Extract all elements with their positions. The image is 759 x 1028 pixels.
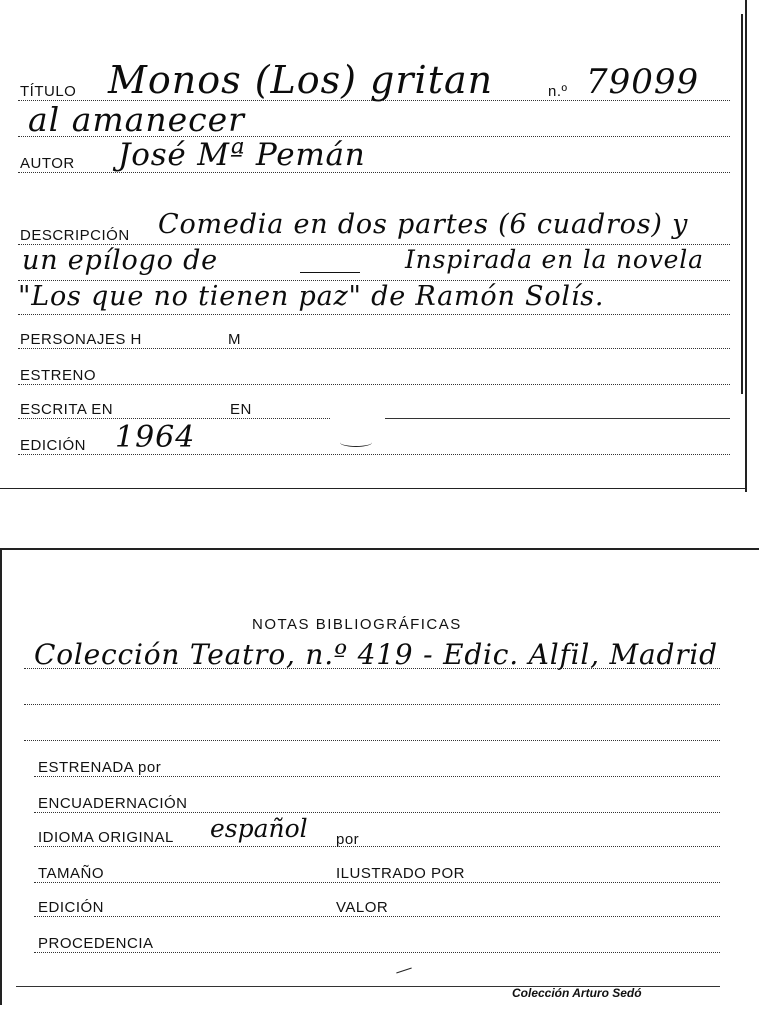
- autor-value: José Mª Pemán: [118, 137, 366, 173]
- titulo-cont-value: al amanecer: [28, 100, 245, 139]
- procedencia-label: PROCEDENCIA: [38, 935, 154, 952]
- encuadernacion-rule: [34, 812, 720, 813]
- procedencia-rule: [34, 952, 720, 953]
- escrita-label: ESCRITA EN: [20, 401, 114, 418]
- pencil-tick: [396, 968, 412, 974]
- descripcion-line-3: "Los que no tienen paz" de Ramón Solís.: [18, 281, 605, 312]
- edicion-back-label: EDICIÓN: [38, 899, 105, 916]
- edicion-back-rule: [34, 916, 720, 917]
- descripcion-line-2a: un epílogo de: [22, 245, 218, 276]
- descripcion-label: DESCRIPCIÓN: [20, 227, 130, 244]
- titulo-value: Monos (Los) gritan: [108, 58, 494, 102]
- idioma-rule: [34, 846, 720, 847]
- notas-heading: NOTAS BIBLIOGRÁFICAS: [252, 616, 462, 633]
- personajes-m-label: M: [228, 331, 241, 348]
- catalog-card-front: [0, 0, 747, 492]
- ilustrado-label: ILUSTRADO POR: [336, 865, 466, 882]
- idioma-value: español: [210, 814, 308, 843]
- titulo-label: TÍTULO: [20, 83, 77, 100]
- personajes-rule: [18, 348, 730, 349]
- estreno-rule: [18, 384, 730, 385]
- card-front-right-edge: [741, 14, 743, 394]
- en-label: EN: [230, 401, 252, 418]
- pencil-mark: [340, 438, 372, 447]
- valor-label: VALOR: [336, 899, 389, 916]
- edicion-label: EDICIÓN: [20, 437, 87, 454]
- personajes-label: PERSONAJES H: [20, 331, 142, 348]
- card-front-bottom-edge: [0, 488, 745, 489]
- notas-line-1: Colección Teatro, n.º 419 - Edic. Alfil, Madrid: [34, 638, 718, 671]
- autor-label: AUTOR: [20, 155, 75, 172]
- numero-prefix: n.º: [548, 83, 568, 100]
- estrenada-rule: [34, 776, 720, 777]
- notas-rule-3: [24, 740, 720, 741]
- descripcion-line-2b: Inspirada en la novela: [405, 245, 704, 274]
- catalog-card-back: [0, 548, 759, 1005]
- collection-credit: Colección Arturo Sedó: [512, 986, 642, 1000]
- blank-dash: [300, 272, 360, 273]
- descripcion-line-1: Comedia en dos partes (6 cuadros) y: [158, 209, 689, 240]
- escrita-rule-a: [18, 418, 330, 419]
- numero-value: 79099: [586, 62, 700, 102]
- estrenada-label: ESTRENADA por: [38, 759, 162, 776]
- descripcion-rule-3: [18, 314, 730, 315]
- encuadernacion-label: ENCUADERNACIÓN: [38, 795, 188, 812]
- tamano-rule: [34, 882, 720, 883]
- idioma-label: IDIOMA ORIGINAL: [38, 829, 174, 846]
- notas-rule-2: [24, 704, 720, 705]
- escrita-rule-b: [385, 418, 730, 419]
- idioma-por-label: por: [336, 831, 360, 848]
- estreno-label: ESTRENO: [20, 367, 97, 384]
- edicion-value: 1964: [115, 420, 196, 455]
- tamano-label: TAMAÑO: [38, 865, 105, 882]
